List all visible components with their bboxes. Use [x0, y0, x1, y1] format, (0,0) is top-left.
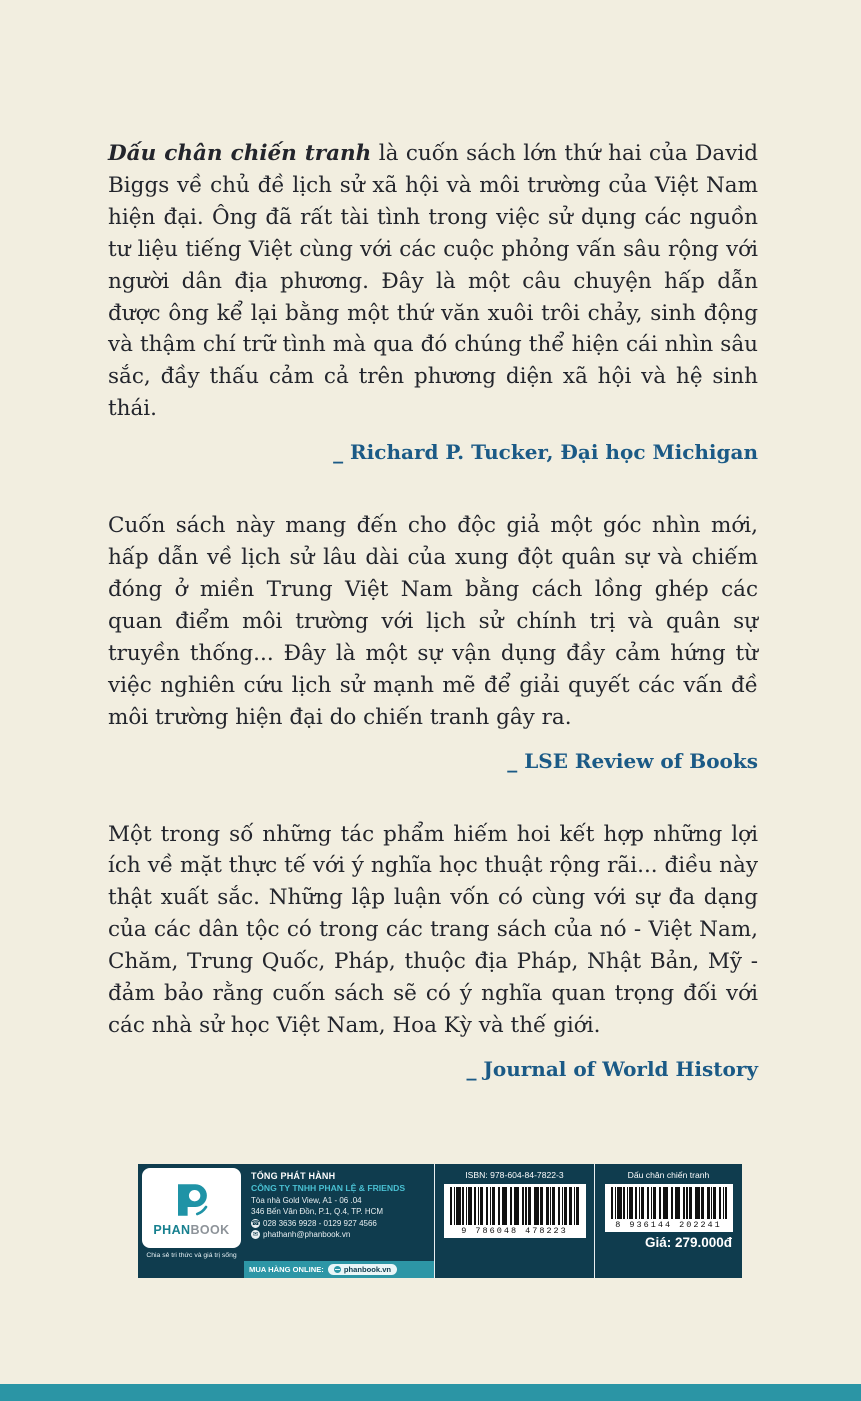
phone-icon: ☎: [251, 1218, 260, 1227]
isbn-barcode-digits: 9 786048 478223: [461, 1226, 568, 1236]
globe-icon: [334, 1266, 341, 1273]
quote-text: [108, 819, 758, 1042]
publisher-tagline: Chia sẻ tri thức và giá trị sống: [146, 1252, 237, 1259]
distribution-info-column: [244, 1164, 434, 1278]
publisher-info-bar: [138, 1164, 742, 1278]
quote-attribution: _ Journal of World History: [466, 1056, 758, 1081]
book-title-italic: Dấu chân chiến tranh: [108, 141, 372, 166]
online-shop-label: MUA HÀNG ONLINE:: [249, 1265, 324, 1274]
address2-text: 346 Bến Vân Đồn, P.1, Q.4, TP. HCM: [251, 1207, 384, 1216]
quote-text: [108, 510, 758, 733]
publisher-logo-column: [138, 1164, 244, 1278]
brand-phan: PHAN: [153, 1223, 191, 1237]
distribution-company: CÔNG TY TNHH PHAN LỆ & FRIENDS: [251, 1183, 406, 1193]
quote-block: [108, 510, 758, 772]
distribution-email-line: [251, 1230, 430, 1239]
publisher-brand-name: [153, 1223, 229, 1237]
online-shop-strip: [244, 1261, 434, 1278]
distribution-address-line2: [251, 1207, 430, 1216]
book-title-label: Dấu chân chiến tranh: [627, 1170, 710, 1180]
publisher-logo-panel: [142, 1168, 241, 1248]
phanbook-logo-icon: [171, 1179, 213, 1221]
quote-block: [108, 138, 758, 464]
quote-text: [108, 138, 758, 425]
distribution-address-line1: [251, 1196, 430, 1205]
isbn-label: ISBN: 978-604-84-7822-3: [465, 1170, 564, 1180]
quote-body-text: là cuốn sách lớn thứ hai của David Biggs về chủ đề lịch sử xã hội và môi trường của Việt Nam hiện đại. Ông đã rất tài tình trong việc sử dụng các nguồn tư liệu tiếng Việt cùng với các cuộc phỏng vấn sâu rộng với người dân địa phương. Đây là một câu chuyện hấp dẫn được ông kể lại bằng một thứ văn xuôi trôi chảy, sinh động và thậm chí trữ tình mà qua đó chúng thể hiện cái nhìn sâu sắc, đầy thấu cảm cả trên phương diện xã hội và hệ sinh thái.: [108, 141, 758, 422]
email-text: phathanh@phanbook.vn: [263, 1230, 351, 1239]
isbn-barcode: [444, 1184, 586, 1238]
online-shop-site: [328, 1264, 397, 1275]
quote-attribution: _ Richard P. Tucker, Đại học Michigan: [333, 440, 758, 465]
quote-body-text: Một trong số những tác phẩm hiếm hoi kết hợp những lợi ích về mặt thực tế với ý nghĩa học thuật rộng rãi... điều này thật xuất sắc. Những lập luận vốn có cùng với sự đa dạng của các dân tộc có trong các trang sách của nó - Việt Nam, Chăm, Trung Quốc, Pháp, thuộc địa Pháp, Nhật Bản, Mỹ - đảm bảo rằng cuốn sách sẽ có ý nghĩa quan trọng đối với các nhà sử học Việt Nam, Hoa Kỳ và thế giới.: [108, 821, 758, 1038]
bottom-accent-strip: [0, 1384, 861, 1401]
book-barcode-column: [594, 1164, 742, 1278]
online-site-text: phanbook.vn: [343, 1265, 392, 1274]
book-barcode-digits: 8 936144 202241: [615, 1220, 722, 1230]
quote-attribution: _ LSE Review of Books: [507, 748, 758, 773]
distribution-phone-line: [251, 1219, 430, 1228]
brand-book: BOOK: [190, 1223, 230, 1237]
book-barcode: [605, 1184, 733, 1232]
isbn-barcode-bars: [450, 1187, 580, 1225]
book-barcode-bars: [611, 1187, 727, 1219]
quote-body-text: Cuốn sách này mang đến cho độc giả một góc nhìn mới, hấp dẫn về lịch sử lâu dài của xung đột quân sự và chiếm đóng ở miền Trung Việt Nam bằng cách lồng ghép các quan điểm môi trường với lịch sử chính trị và quân sự truyền thống... Đây là một sự vận dụng đầy cảm hứng từ việc nghiên cứu lịch sử mạnh mẽ để giải quyết các vấn đề môi trường hiện đại do chiến tranh gây ra.: [108, 513, 758, 730]
price-label: Giá: 279.000đ: [644, 1235, 732, 1250]
email-icon: ✉: [252, 1230, 259, 1239]
phone-text: 028 3636 9928 - 0129 927 4566: [263, 1218, 377, 1228]
isbn-column: [434, 1164, 594, 1278]
review-quotes-section: [108, 138, 758, 1127]
quote-block: [108, 819, 758, 1081]
address1-text: Tòa nhà Gold View, A1 - 06 .04: [251, 1195, 362, 1205]
distribution-heading: TỔNG PHÁT HÀNH: [251, 1171, 336, 1181]
